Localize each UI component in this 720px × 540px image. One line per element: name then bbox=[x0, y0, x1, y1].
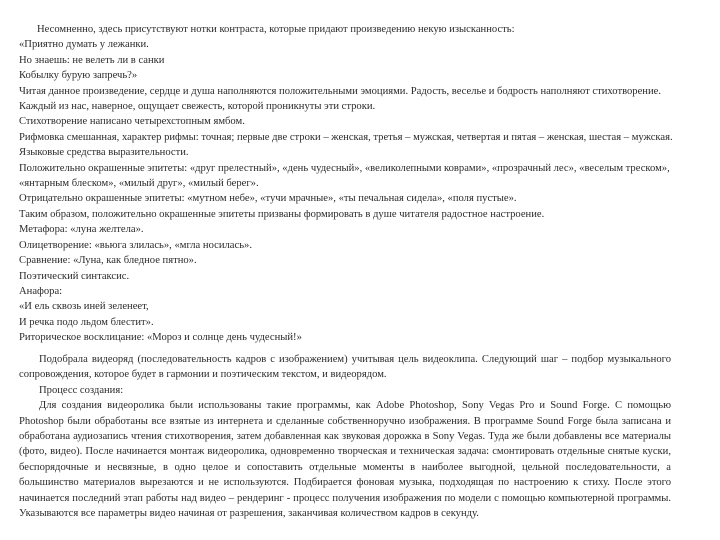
intro-line: Несомненно, здесь присутствуют нотки контраста, которые придают произведению некую изысканность: bbox=[37, 24, 515, 35]
video-sequence-paragraph: Подобрала видеоряд (последовательность кадров с изображением) учитывая цель видеоклипа. Следующий шаг – подбор музыкального сопровождения, которое будет в гармонии и поэтическим текстом, и видеорядом. bbox=[19, 354, 671, 381]
quote-line-1: «Приятно думать у лежанки. bbox=[19, 39, 149, 51]
means-heading: Языковые средства выразительности. bbox=[19, 147, 189, 159]
quote-line-2: Но знаешь: не велеть ли в санки bbox=[19, 54, 165, 66]
anaphora-label: Анафора: bbox=[19, 285, 63, 297]
negative-epithets: Отрицательно окрашенные эпитеты: «мутном небе», «тучи мрачные», «ты печальная сидела», «поля пустые». bbox=[19, 193, 517, 205]
rhetorical-exclamation: Риторическое восклицание: «Мороз и солнце день чудесный!» bbox=[19, 332, 302, 344]
personification-line: Олицетворение: «вьюга злилась», «мгла носилась». bbox=[19, 239, 252, 251]
meter-line: Стихотворение написано четырехстопным ямбом. bbox=[19, 116, 245, 128]
process-paragraph: Для создания видеоролика были использованы такие программы, как Adobe Photoshop, Sony Vegas Pro и Sound Forge. С помощью Photoshop были обработаны все взятые из интернета и сделанные собственноручно изображения. В программе Sound Forge была записана и обработана аудиозапись чтения стихотворения, затем добавленная как звуковая дорожка в Sony Vegas. Туда же были добавлены все материалы (фото, видео). После начинается монтаж видеоролика, одновременно творческая и техническая задача: смонтировать отдельные снятые куски, беспорядочные и несвязные, в одно целое и сопоставить отдельные моменты в наиболее выгодной, цельной последовательности, а большинство материалов вырезаются и не используются. Подбирается фоновая музыка, подходящая по настроению к стиху. После этого начинается последний этап работы над видео – рендеринг - процесс получения изображения по модели с помощью компьютерной программы. Указываются все параметры видео начиная от разрешения, заканчивая количеством кадров в секунду. bbox=[19, 400, 671, 520]
rhyme-paragraph: Рифмовка смешанная, характер рифмы: точная; первые две строки – женская, третья – мужская, четвертая и пятая – женская, шестая – мужская. bbox=[19, 131, 673, 143]
anaphora-quote-2: И речка подо льдом блестит». bbox=[19, 316, 154, 328]
anaphora-quote-1: «И ель сквозь иней зеленеет, bbox=[19, 301, 149, 313]
metaphor-line: Метафора: «луна желтела». bbox=[19, 224, 144, 236]
quote-line-3: Кобылку бурую запречь?» bbox=[19, 70, 138, 82]
video-creation-section bbox=[19, 352, 671, 521]
epithets-conclusion: Таким образом, положительно окрашенные эпитеты призваны формировать в душе читателя радостное настроение. bbox=[19, 208, 545, 220]
process-heading: Процесс создания: bbox=[39, 384, 124, 396]
poem-analysis-section bbox=[19, 22, 679, 346]
impression-paragraph: Читая данное произведение, сердце и душа наполняются положительными эмоциями. Радость, веселье и бодрость наполняют стихотворение. Каждый из нас, наверное, ощущает свежесть, которой проникнуты эти строки. bbox=[19, 85, 661, 113]
comparison-line: Сравнение: «Луна, как бледное пятно». bbox=[19, 255, 197, 267]
syntax-line: Поэтический синтаксис. bbox=[19, 270, 130, 282]
positive-epithets: Положительно окрашенные эпитеты: «друг прелестный», «день чудесный», «великолепными коврами», «прозрачный лес», «веселым треском», «янтарным блеском», «милый друг», «милый берег». bbox=[19, 162, 670, 190]
